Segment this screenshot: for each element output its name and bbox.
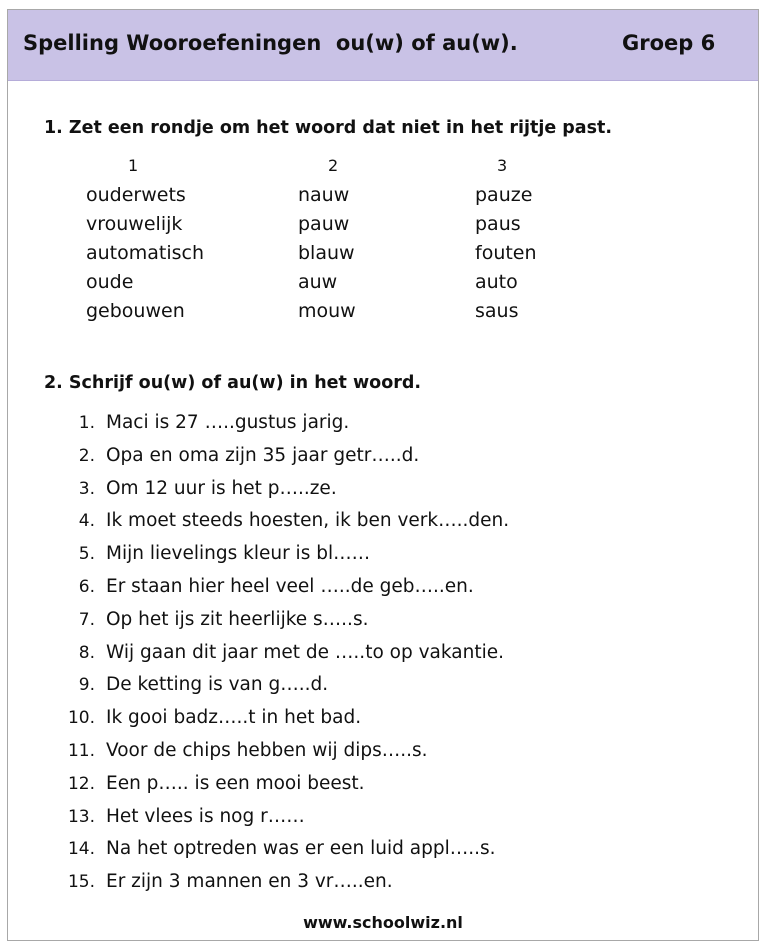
column-number: 1 [128,156,139,175]
sentence-text[interactable]: Er zijn 3 mannen en 3 vr…..en. [106,871,393,893]
column-number: 2 [328,156,339,175]
word-option[interactable]: pauw [298,213,350,235]
column-number: 3 [497,156,508,175]
worksheet-title: Spelling Wooroefeningen ou(w) of au(w). [23,31,518,55]
sentence-item [8,669,758,702]
sentence-number: 3. [78,478,95,499]
sentence-text[interactable]: Op het ijs zit heerlijke s…..s. [106,608,369,630]
sentence-text[interactable]: Ik gooi badz…..t in het bad. [106,707,362,729]
header-bar [8,10,758,81]
sentence-item [8,538,758,571]
sentence-item [8,473,758,506]
sentence-item [8,768,758,801]
sentence-item [8,735,758,768]
grade-label: Groep 6 [622,31,716,55]
sentence-number: 1. [78,413,95,433]
sentence-text[interactable]: Er staan hier heel veel …..de geb…..en. [106,575,474,597]
sentence-item [8,440,758,473]
sentence-number: 4. [78,511,95,532]
sentence-text[interactable]: Om 12 uur is het p…..ze. [106,477,337,499]
word-option[interactable]: mouw [298,300,356,322]
sentence-number: 12. [67,773,95,794]
word-option[interactable]: oude [86,271,134,293]
word-option[interactable]: nauw [298,184,350,206]
sentence-item [8,637,758,670]
word-column-2 [298,156,356,326]
sentence-item [8,866,758,899]
sentence-number: 6. [78,576,95,597]
sentence-text[interactable]: Het vlees is nog r…… [106,805,305,827]
word-option[interactable]: pauze [475,184,533,206]
sentence-number: 7. [78,609,95,630]
word-option[interactable]: vrouwelijk [86,213,183,235]
word-option[interactable]: auw [298,271,338,293]
sentence-text[interactable]: Maci is 27 …..gustus jarig. [106,412,350,433]
sentence-item [8,833,758,866]
exercise-1-heading: 1. Zet een rondje om het woord dat niet in het rijtje past. [44,118,613,138]
sentence-number: 10. [67,708,95,729]
sentence-text[interactable]: Opa en oma zijn 35 jaar getr…..d. [106,444,420,466]
word-option[interactable]: blauw [298,242,355,264]
sentence-text[interactable]: Voor de chips hebben wij dips…..s. [106,739,428,761]
sentence-item [8,407,758,440]
word-option[interactable]: ouderwets [86,184,186,206]
sentence-number: 11. [67,740,95,761]
word-option[interactable]: automatisch [86,242,205,264]
sentence-item [8,604,758,637]
sentence-text[interactable]: Ik moet steeds hoesten, ik ben verk…..den. [106,510,510,532]
word-column-3 [475,156,537,326]
sentence-item [8,505,758,538]
word-option[interactable]: gebouwen [86,300,185,322]
word-option[interactable]: saus [475,300,519,322]
sentence-number: 13. [67,806,95,827]
sentence-item [8,801,758,834]
sentence-text[interactable]: De ketting is van g…..d. [106,674,329,696]
word-column-1 [86,156,204,326]
sentence-item [8,571,758,604]
word-option[interactable]: paus [475,213,521,235]
exercise-2-heading: 2. Schrijf ou(w) of au(w) in het woord. [44,373,422,393]
sentence-text[interactable]: Mijn lievelings kleur is bl…… [106,543,371,565]
word-option[interactable]: auto [475,271,518,293]
sentence-number: 9. [78,675,95,696]
worksheet [7,9,759,941]
sentence-text[interactable]: Een p….. is een mooi beest. [106,772,365,794]
sentence-number: 8. [78,642,95,663]
sentence-number: 2. [78,445,95,466]
sentence-text[interactable]: Na het optreden was er een luid appl…..s. [106,838,496,860]
word-option[interactable]: fouten [475,242,537,264]
sentence-item [8,702,758,735]
footer-url[interactable]: www.schoolwiz.nl [303,913,463,932]
sentence-text[interactable]: Wij gaan dit jaar met de …..to op vakantie. [106,641,504,663]
sentence-number: 14. [67,839,95,860]
sentence-number: 15. [67,872,95,893]
sentence-number: 5. [78,544,95,565]
sentence-list [8,407,758,899]
